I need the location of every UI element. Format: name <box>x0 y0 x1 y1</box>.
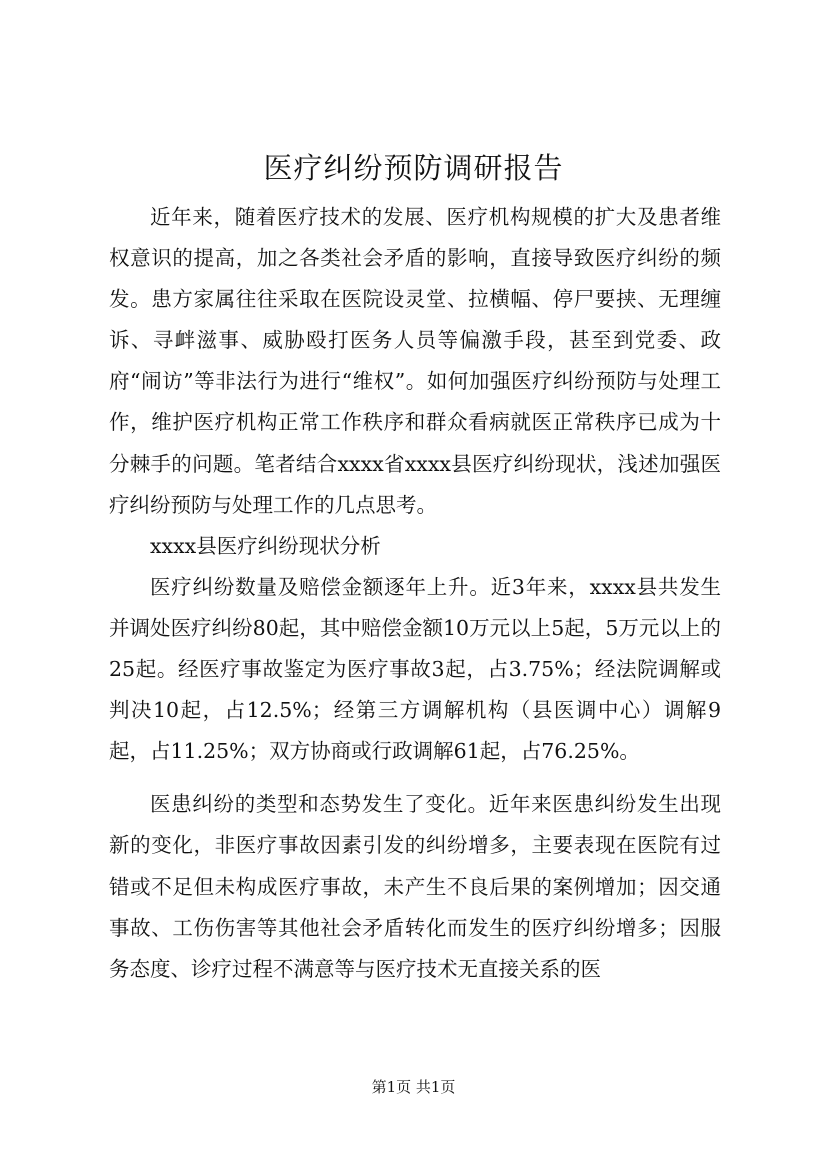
paragraph-dispute-statistics: 医疗纠纷数量及赔偿金额逐年上升。近3年来，xxxx县共发生并调处医疗纠纷80起，其中赔偿金额10万元以上5起，5万元以上的25起。经医疗事故鉴定为医疗事故3起，占3.75%；经法院调解或判决10起，占12.5%；经第三方调解机构（县医调中心）调解9起，占11.25%；双方协商或行政调解61起，占76.25%。 <box>109 574 721 764</box>
paragraph-dispute-types: 医患纠纷的类型和态势发生了变化。近年来医患纠纷发生出现新的变化，非医疗事故因素引发的纠纷增多，主要表现在医院有过错或不足但未构成医疗事故，未产生不良后果的案例增加；因交通事故、工伤伤害等其他社会矛盾转化而发生的医疗纠纷增多；因服务态度、诊疗过程不满意等与医疗技术无直接关系的医 <box>109 792 721 981</box>
page-number-footer: 第1页 共1页 <box>371 1078 456 1096</box>
section-heading-status-analysis: xxxx县医疗纠纷现状分析 <box>150 533 381 558</box>
document-title: 医疗纠纷预防调研报告 <box>263 151 564 185</box>
document-body <box>109 197 721 990</box>
paragraph-intro: 近年来，随着医疗技术的发展、医疗机构规模的扩大及患者维权意识的提高，加之各类社会矛盾的影响，直接导致医疗纠纷的频发。患方家属往往采取在医院设灵堂、拉横幅、停尸要挟、无理缠诉、寻衅滋事、威胁殴打医务人员等偏激手段，甚至到党委、政府“闹访”等非法行为进行“维权”。如何加强医疗纠纷预防与处理工作，维护医疗机构正常工作秩序和群众看病就医正常秩序已成为十分棘手的问题。笔者结合xxxx省xxxx县医疗纠纷现状，浅述加强医疗纠纷预防与处理工作的几点思考。 <box>109 205 721 517</box>
